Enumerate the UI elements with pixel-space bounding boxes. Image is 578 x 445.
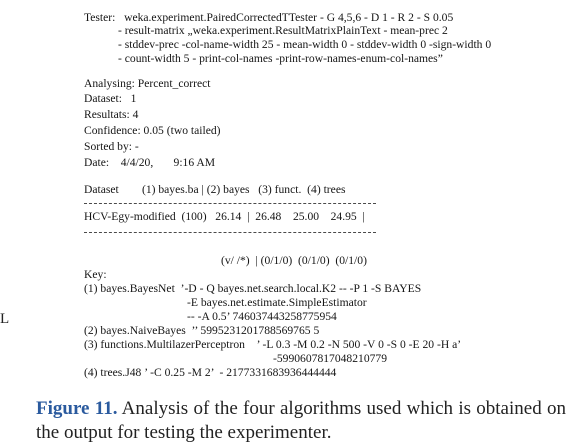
figure-caption	[36, 397, 566, 445]
key-j48: (4) trees.J48 ’ -C 0.25 -M 2’ - 2177331683936444444	[84, 366, 337, 379]
results-header-row: Dataset (1) bayes.ba | (2) bayes (3) funct. (4) trees	[84, 183, 346, 196]
key-bayesnet: (1) bayes.BayesNet ’-D - Q bayes.net.search.local.K2 -- -P 1 -S BAYES	[84, 282, 422, 295]
date-line: Date: 4/4/20, 9:16 AM	[84, 156, 216, 169]
tester-options-line-3: - count-width 5 - print-col-names -print-row-names-enum-col-names”	[118, 52, 443, 65]
key-multilayer-perceptron: (3) functions.MultilazerPerceptron ’ -L 0.3 -M 0.2 -N 500 -V 0 -S 0 -E 20 -H a’	[84, 338, 462, 351]
tester-line: Tester: weka.experiment.PairedCorrectedTTester - G 4,5,6 - D 1 - R 2 - S 0.05	[84, 11, 454, 24]
confidence-line: Confidence: 0.05 (two tailed)	[84, 124, 221, 137]
separator-top	[84, 203, 376, 204]
stray-glyph: L	[0, 311, 10, 327]
key-multilayer-perceptron-cont: -5990607817048210779	[273, 352, 388, 365]
tester-options-line-1: - result-matrix „weka.experiment.ResultMatrixPlainText - mean-prec 2	[118, 24, 448, 37]
key-naivebayes: (2) bayes.NaiveBayes ’’ 5995231201788569765 5	[84, 324, 320, 337]
figure-label: Figure 11.	[36, 398, 118, 419]
win-tie-loss-summary: (v/ /*) | (0/1/0) (0/1/0) (0/1/0)	[221, 254, 367, 267]
resultsets-line: Resultats: 4	[84, 108, 139, 121]
separator-bottom	[84, 232, 376, 233]
sorted-by-line: Sorted by: -	[84, 140, 139, 153]
figure-caption-text: Analysis of the four algorithms used which is obtained on the output for testing the experimenter.	[36, 398, 566, 443]
tester-options-line-2: - stddev-prec -col-name-width 25 - mean-width 0 - stddev-width 0 -sign-width 0	[118, 38, 492, 51]
analysing-line: Analysing: Percent_correct	[84, 77, 211, 90]
key-label: Key:	[84, 268, 107, 281]
results-data-row: HCV-Egy-modified (100) 26.14 | 26.48 25.00 24.95 |	[84, 210, 365, 223]
key-bayesnet-cont-2: -- -A 0.5’ 746037443258775954	[187, 310, 337, 323]
dataset-count-line: Dataset: 1	[84, 92, 137, 105]
key-bayesnet-cont-1: -E bayes.net.estimate.SimpleEstimator	[187, 296, 367, 309]
